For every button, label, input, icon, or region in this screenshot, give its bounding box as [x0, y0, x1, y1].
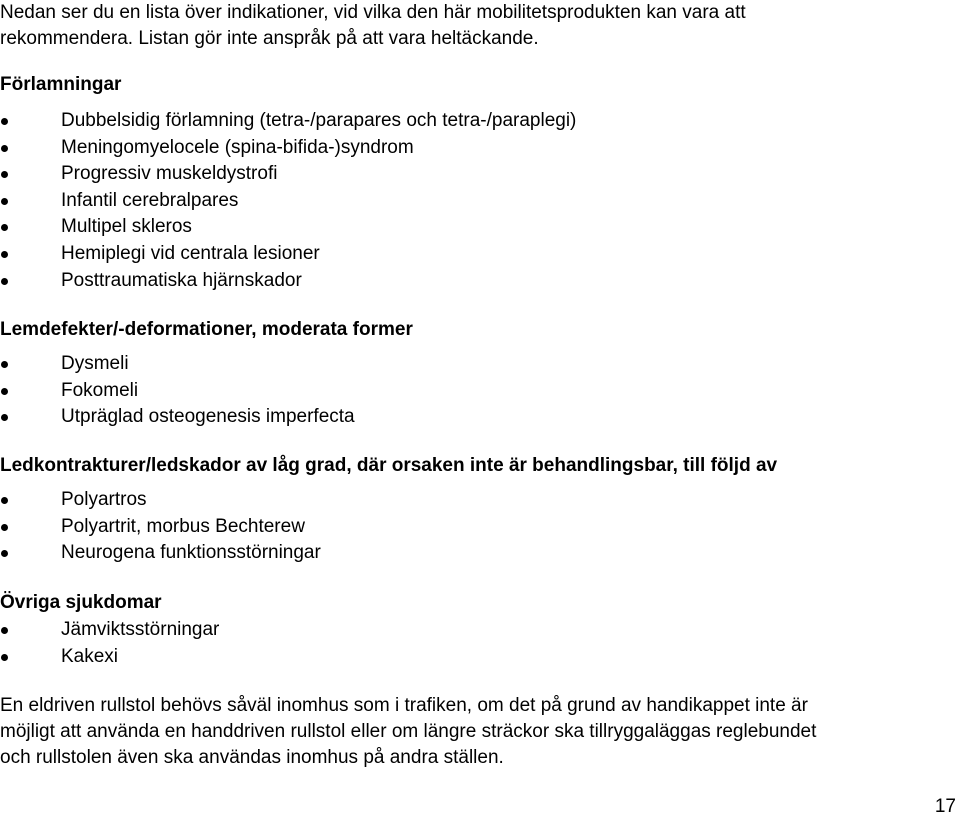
bullet-icon: [1, 497, 8, 504]
list-item: [0, 540, 321, 567]
paralysis-list: [0, 108, 576, 294]
intro-line: Nedan ser du en lista över indikationer, vid vilka den här mobilitetsprodukten kan vara att: [0, 2, 746, 23]
list-item: [0, 108, 576, 135]
list-item: [0, 241, 576, 268]
other-diseases-list: [0, 617, 219, 670]
intro-line: rekommendera. Listan gör inte anspråk på att vara heltäckande.: [0, 28, 539, 49]
bullet-icon: [1, 524, 8, 531]
intro-paragraph: [0, 0, 950, 52]
list-item: [0, 161, 576, 188]
bullet-icon: [1, 278, 8, 285]
bullet-icon: [1, 118, 8, 125]
list-item-text: Dubbelsidig förlamning (tetra-/parapares och tetra-/paraplegi): [61, 110, 577, 131]
section-heading-joint-contractures: Ledkontrakturer/ledskador av låg grad, där orsaken inte är behandlingsbar, till följd av: [0, 455, 778, 476]
list-item: [0, 617, 219, 644]
list-item-text: Progressiv muskeldystrofi: [61, 163, 278, 185]
closing-paragraph: [0, 693, 950, 771]
section-heading-other-diseases: Övriga sjukdomar: [0, 592, 162, 613]
section-heading-limb-defects: Lemdefekter/-deformationer, moderata former: [0, 319, 413, 340]
bullet-icon: [1, 627, 8, 634]
list-item: [0, 351, 355, 378]
bullet-icon: [1, 145, 8, 152]
bullet-icon: [1, 414, 8, 421]
bullet-icon: [1, 388, 8, 395]
bullet-icon: [1, 251, 8, 258]
bullet-icon: [1, 171, 8, 178]
bullet-icon: [1, 224, 8, 231]
list-item-text: Neurogena funktionsstörningar: [61, 542, 321, 564]
joint-contractures-list: [0, 487, 321, 567]
bullet-icon: [1, 361, 8, 368]
closing-line: En eldriven rullstol behövs såväl inomhus som i trafiken, om det på grund av handikappet inte är: [0, 695, 808, 716]
closing-line: och rullstolen även ska användas inomhus på andra ställen.: [0, 747, 504, 768]
list-item-text: Posttraumatiska hjärnskador: [61, 269, 302, 291]
list-item-text: Kakexi: [61, 645, 119, 667]
list-item-text: Meningomyelocele (spina-bifida-)syndrom: [61, 136, 414, 158]
list-item-text: Dysmeli: [61, 353, 129, 374]
list-item-text: Hemiplegi vid centrala lesioner: [61, 242, 320, 264]
section-heading-paralysis: Förlamningar: [0, 74, 122, 95]
list-item-text: Multipel skleros: [61, 216, 192, 238]
list-item: [0, 644, 219, 671]
list-item: [0, 404, 355, 431]
list-item-text: Polyartrit, morbus Bechterew: [61, 515, 305, 537]
list-item: [0, 214, 576, 241]
list-item-text: Infantil cerebralpares: [61, 189, 239, 211]
limb-defects-list: [0, 351, 355, 431]
list-item-text: Fokomeli: [61, 379, 139, 401]
list-item: [0, 188, 576, 215]
list-item-text: Polyartros: [61, 489, 147, 510]
list-item: [0, 268, 576, 295]
bullet-icon: [1, 198, 8, 205]
list-item: [0, 514, 321, 541]
list-item: [0, 378, 355, 405]
list-item: [0, 135, 576, 162]
bullet-icon: [1, 654, 8, 661]
list-item: [0, 487, 321, 514]
page-number: 17: [934, 796, 956, 817]
list-item-text: Utpräglad osteogenesis imperfecta: [61, 406, 355, 428]
closing-line: möjligt att använda en handdriven rullstol eller om längre sträckor ska tillryggaläggas reglebundet: [0, 721, 817, 742]
list-item-text: Jämviktsstörningar: [61, 619, 220, 640]
bullet-icon: [1, 550, 8, 557]
